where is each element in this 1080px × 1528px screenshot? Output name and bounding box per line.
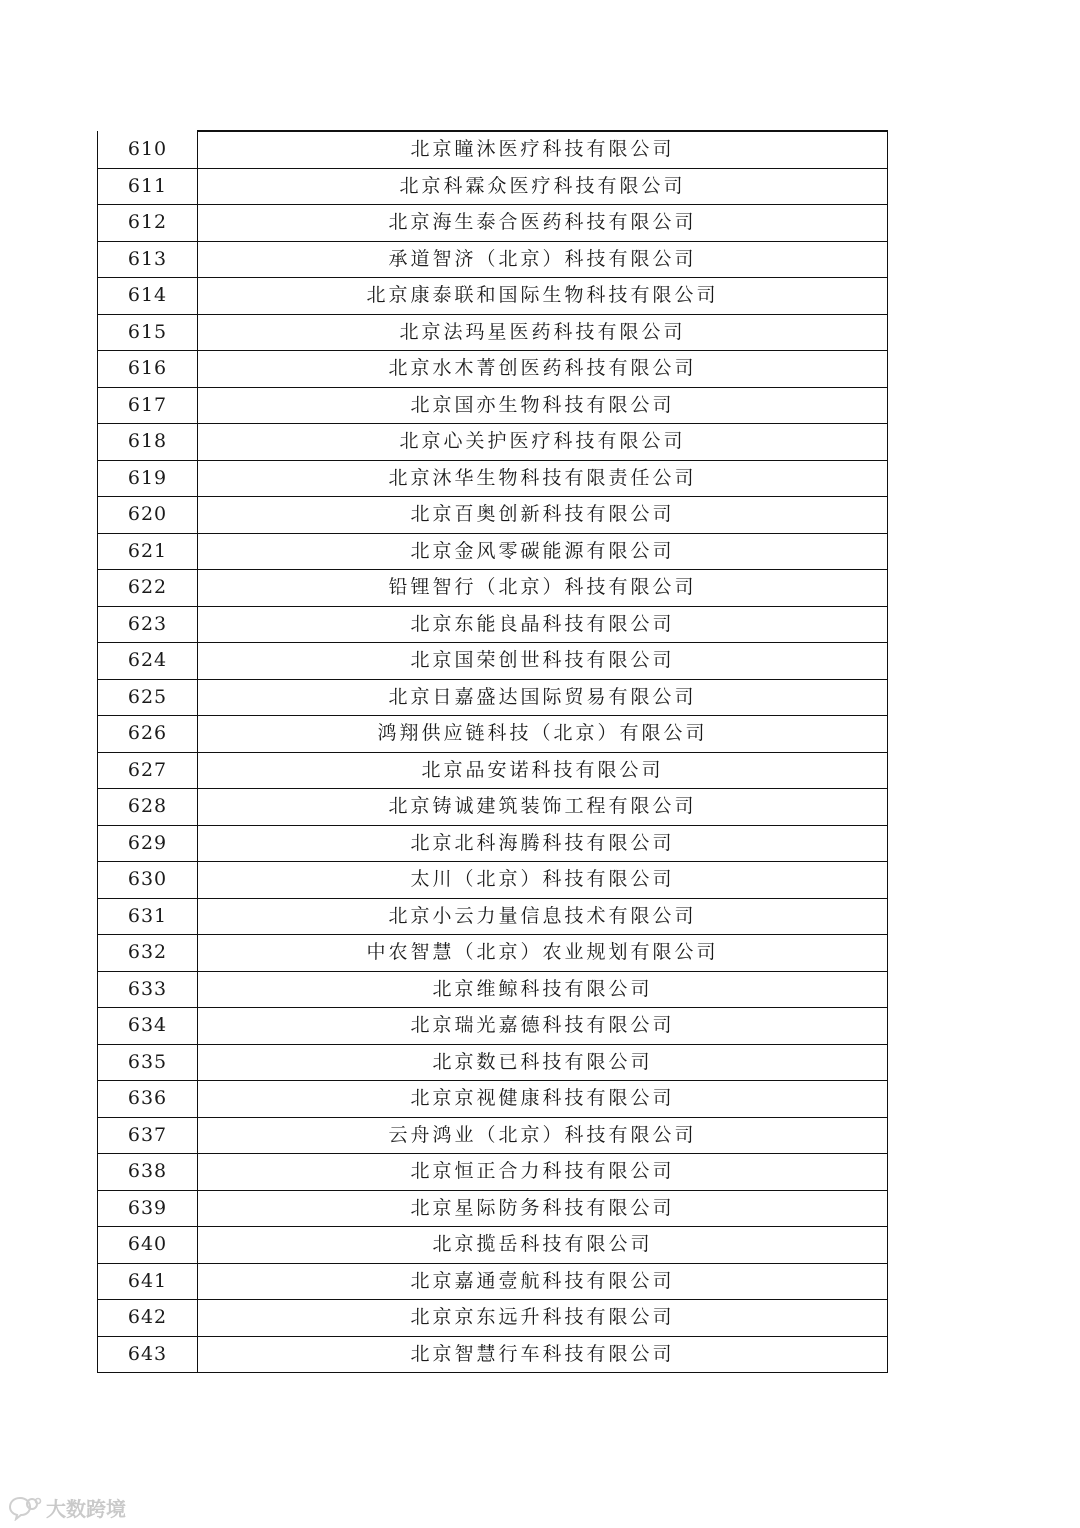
row-number-cell: 641 bbox=[98, 1263, 198, 1300]
company-name-cell: 北京揽岳科技有限公司 bbox=[198, 1227, 888, 1264]
company-name-cell: 太川（北京）科技有限公司 bbox=[198, 862, 888, 899]
table-row bbox=[98, 424, 888, 461]
row-number-cell: 635 bbox=[98, 1044, 198, 1081]
table-row bbox=[98, 862, 888, 899]
table-row bbox=[98, 1154, 888, 1191]
row-number-cell: 639 bbox=[98, 1190, 198, 1227]
row-number-cell: 626 bbox=[98, 716, 198, 753]
row-number-cell: 616 bbox=[98, 351, 198, 388]
table-row bbox=[98, 533, 888, 570]
row-number-cell: 611 bbox=[98, 168, 198, 205]
table-row bbox=[98, 1300, 888, 1337]
company-name-cell: 北京嘉通壹航科技有限公司 bbox=[198, 1263, 888, 1300]
table-row bbox=[98, 935, 888, 972]
company-name-cell: 北京品安诺科技有限公司 bbox=[198, 752, 888, 789]
row-number-cell: 638 bbox=[98, 1154, 198, 1191]
row-number-cell: 612 bbox=[98, 205, 198, 242]
row-number-cell: 622 bbox=[98, 570, 198, 607]
company-name-cell: 北京百奥创新科技有限公司 bbox=[198, 497, 888, 534]
row-number-cell: 630 bbox=[98, 862, 198, 899]
table-row bbox=[98, 314, 888, 351]
row-number-cell: 624 bbox=[98, 643, 198, 680]
table-row bbox=[98, 716, 888, 753]
company-name-cell: 北京京视健康科技有限公司 bbox=[198, 1081, 888, 1118]
table-row bbox=[98, 460, 888, 497]
row-number-cell: 640 bbox=[98, 1227, 198, 1264]
row-number-cell: 642 bbox=[98, 1300, 198, 1337]
company-name-cell: 北京水木菁创医药科技有限公司 bbox=[198, 351, 888, 388]
table-row bbox=[98, 168, 888, 205]
company-name-cell: 北京小云力量信息技术有限公司 bbox=[198, 898, 888, 935]
company-name-cell: 北京心关护医疗科技有限公司 bbox=[198, 424, 888, 461]
row-number-cell: 632 bbox=[98, 935, 198, 972]
row-number-cell: 625 bbox=[98, 679, 198, 716]
table-row bbox=[98, 643, 888, 680]
table-row bbox=[98, 789, 888, 826]
table-row bbox=[98, 205, 888, 242]
table-row bbox=[98, 1190, 888, 1227]
row-number-cell: 615 bbox=[98, 314, 198, 351]
table-row bbox=[98, 1044, 888, 1081]
table-row bbox=[98, 241, 888, 278]
company-name-cell: 北京数已科技有限公司 bbox=[198, 1044, 888, 1081]
company-name-cell: 鸿翔供应链科技（北京）有限公司 bbox=[198, 716, 888, 753]
table-row bbox=[98, 570, 888, 607]
table-row bbox=[98, 606, 888, 643]
table-row bbox=[98, 1081, 888, 1118]
row-number-cell: 617 bbox=[98, 387, 198, 424]
row-number-cell: 634 bbox=[98, 1008, 198, 1045]
company-name-cell: 北京铸诚建筑装饰工程有限公司 bbox=[198, 789, 888, 826]
table-body bbox=[98, 131, 888, 1373]
company-name-cell: 北京法玛星医药科技有限公司 bbox=[198, 314, 888, 351]
row-number-cell: 620 bbox=[98, 497, 198, 534]
watermark-text: 大数跨境 bbox=[46, 1499, 126, 1521]
company-name-cell: 北京星际防务科技有限公司 bbox=[198, 1190, 888, 1227]
company-name-cell: 北京北科海腾科技有限公司 bbox=[198, 825, 888, 862]
company-name-cell: 北京东能良晶科技有限公司 bbox=[198, 606, 888, 643]
company-name-cell: 北京恒正合力科技有限公司 bbox=[198, 1154, 888, 1191]
company-name-cell: 北京国荣创世科技有限公司 bbox=[198, 643, 888, 680]
company-name-cell: 北京科霖众医疗科技有限公司 bbox=[198, 168, 888, 205]
table-row bbox=[98, 351, 888, 388]
company-name-cell: 北京国亦生物科技有限公司 bbox=[198, 387, 888, 424]
table-row bbox=[98, 752, 888, 789]
row-number-cell: 627 bbox=[98, 752, 198, 789]
company-name-cell: 北京京东远升科技有限公司 bbox=[198, 1300, 888, 1337]
table-row bbox=[98, 387, 888, 424]
row-number-cell: 610 bbox=[98, 131, 198, 168]
company-name-cell: 北京沐华生物科技有限责任公司 bbox=[198, 460, 888, 497]
row-number-cell: 619 bbox=[98, 460, 198, 497]
company-name-cell: 北京瞳沐医疗科技有限公司 bbox=[198, 131, 888, 168]
company-list-table bbox=[97, 130, 888, 1373]
row-number-cell: 637 bbox=[98, 1117, 198, 1154]
watermark bbox=[8, 1493, 126, 1522]
table-row bbox=[98, 1008, 888, 1045]
row-number-cell: 643 bbox=[98, 1336, 198, 1373]
company-name-cell: 铅锂智行（北京）科技有限公司 bbox=[198, 570, 888, 607]
row-number-cell: 631 bbox=[98, 898, 198, 935]
table-row bbox=[98, 497, 888, 534]
table-row bbox=[98, 1263, 888, 1300]
company-name-cell: 北京瑞光嘉德科技有限公司 bbox=[198, 1008, 888, 1045]
table-row bbox=[98, 131, 888, 168]
table-row bbox=[98, 825, 888, 862]
table-row bbox=[98, 1336, 888, 1373]
row-number-cell: 623 bbox=[98, 606, 198, 643]
company-name-cell: 北京海生泰合医药科技有限公司 bbox=[198, 205, 888, 242]
row-number-cell: 636 bbox=[98, 1081, 198, 1118]
row-number-cell: 621 bbox=[98, 533, 198, 570]
row-number-cell: 614 bbox=[98, 278, 198, 315]
row-number-cell: 629 bbox=[98, 825, 198, 862]
table-row bbox=[98, 278, 888, 315]
company-name-cell: 中农智慧（北京）农业规划有限公司 bbox=[198, 935, 888, 972]
table-row bbox=[98, 898, 888, 935]
company-name-cell: 云舟鸿业（北京）科技有限公司 bbox=[198, 1117, 888, 1154]
table-row bbox=[98, 971, 888, 1008]
table-row bbox=[98, 1117, 888, 1154]
company-name-cell: 北京康泰联和国际生物科技有限公司 bbox=[198, 278, 888, 315]
company-name-cell: 北京维鲸科技有限公司 bbox=[198, 971, 888, 1008]
company-name-cell: 北京日嘉盛达国际贸易有限公司 bbox=[198, 679, 888, 716]
table-row bbox=[98, 679, 888, 716]
row-number-cell: 613 bbox=[98, 241, 198, 278]
row-number-cell: 633 bbox=[98, 971, 198, 1008]
speech-bubble-logo-icon bbox=[8, 1495, 42, 1521]
company-name-cell: 承道智济（北京）科技有限公司 bbox=[198, 241, 888, 278]
row-number-cell: 628 bbox=[98, 789, 198, 826]
company-name-cell: 北京金风零碳能源有限公司 bbox=[198, 533, 888, 570]
company-name-cell: 北京智慧行车科技有限公司 bbox=[198, 1336, 888, 1373]
row-number-cell: 618 bbox=[98, 424, 198, 461]
table-row bbox=[98, 1227, 888, 1264]
